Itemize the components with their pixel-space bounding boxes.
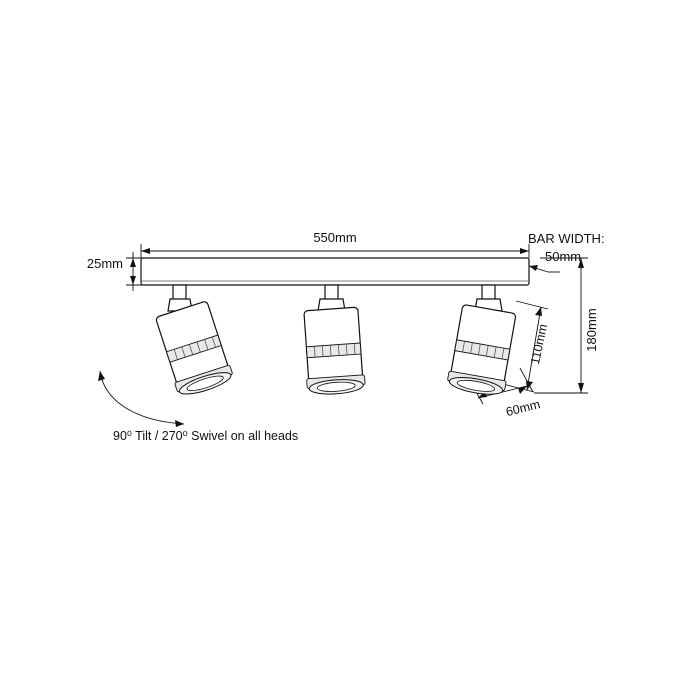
label-head-length: 110mm [528, 322, 551, 366]
label-total-height: 180mm [584, 308, 599, 352]
label-bar-width-value: 50mm [545, 249, 582, 264]
tilt-swivel-arc-arrow [98, 371, 184, 427]
spotlight-head-left [153, 285, 234, 399]
label-bar-width-title: BAR WIDTH: [528, 231, 605, 246]
ceiling-bar [141, 258, 529, 285]
label-bar-length: 550mm [313, 230, 357, 245]
spotlight-head-right [446, 285, 518, 398]
label-bar-height: 25mm [86, 256, 123, 271]
note-tilt-swivel: 90⁰ Tilt / 270⁰ Swivel on all heads [113, 429, 299, 443]
label-head-diameter: 60mm [504, 397, 542, 420]
spotlight-head-middle [302, 285, 366, 396]
dimension-bar-width [529, 265, 560, 272]
dimension-bar-length [141, 244, 529, 258]
